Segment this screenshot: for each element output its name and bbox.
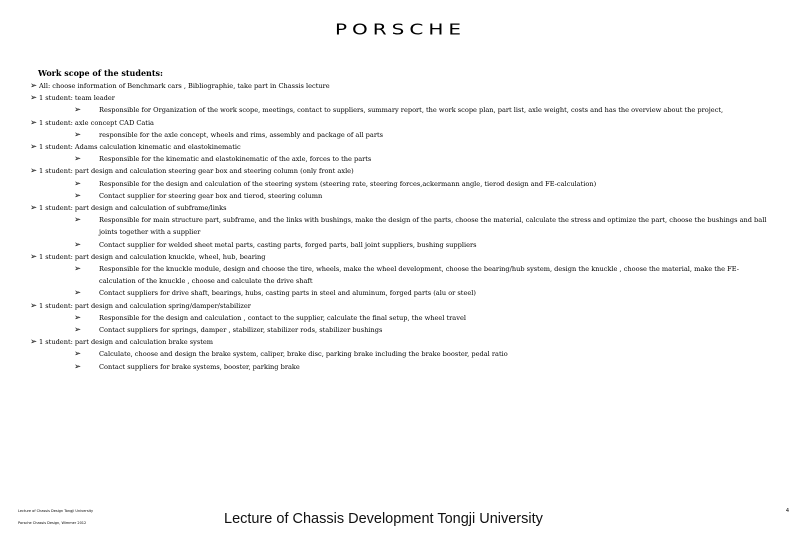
scope-item-text: 1 student: Adams calculation kinematic and elastokinematic: [39, 143, 241, 152]
scope-item-text: 1 student: team leader: [39, 94, 115, 103]
scope-subitem: [30, 104, 770, 116]
scope-subitem: [30, 263, 770, 287]
scope-subitem: [30, 361, 770, 373]
scope-item: [30, 202, 770, 214]
page-number: 4: [785, 508, 789, 514]
scope-item-text: 1 student: part design and calculation steering gear box and steering column (only front axle): [39, 167, 354, 176]
scope-subitem: [30, 287, 770, 299]
arrow-bullet-icon: ➢: [74, 154, 82, 165]
arrow-bullet-icon: ➢: [74, 264, 82, 275]
scope-subitem-text: Contact suppliers for springs, damper , stabilizer, stabilizer rods, stabilizer bushings: [99, 326, 383, 335]
scope-item: [30, 336, 770, 348]
scope-item-text: All: choose information of Benchmark cars , Bibliographie, take part in Chassis lecture: [39, 82, 330, 90]
arrow-bullet-icon: ➢: [30, 117, 38, 128]
scope-subitem: [30, 324, 770, 336]
scope-subitem-text: Contact suppliers for brake systems, booster, parking brake: [99, 362, 300, 371]
scope-subitem: [30, 129, 770, 141]
scope-subitem-text: Responsible for Organization of the work scope, meetings, contact to suppliers, summary report, the work scope plan, part list, axle weight, costs and has the overview about the project,: [99, 106, 724, 115]
scope-subitem-text: responsible for the axle concept, wheels and rims, assembly and package of all parts: [99, 130, 384, 139]
scope-item: [30, 165, 770, 177]
scope-subitem-text: Responsible for the knuckle module, design and choose the tire, wheels, make the wheel development, choose the bearing/hub system, design the knuckle , choose the material, make the FE-calculation of the knuckle , choose and calculate the drive shaft: [99, 265, 739, 286]
scope-subitem-text: Responsible for the design and calculation of the steering system (steering rate, steering forces,ackermann angle, tierod design and FE-calculation): [99, 179, 597, 188]
scope-item-text: 1 student: part design and calculation brake system: [39, 338, 214, 347]
arrow-bullet-icon: ➢: [30, 251, 38, 262]
scope-subitem-text: Contact supplier for welded sheet metal parts, casting parts, forged parts, ball joint suppliers, bushing suppliers: [99, 240, 477, 249]
footer-author-note: Porsche Chassis Design, Wimmer 2012: [18, 521, 87, 525]
scope-subitem-text: Responsible for main structure part, subframe, and the links with bushings, make the design of the parts, choose the material, calculate the stress and optimize the part, choose the bushings and ball joints together with a supplier: [99, 216, 767, 237]
scope-item: [30, 141, 770, 153]
arrow-bullet-icon: ➢: [74, 215, 82, 226]
arrow-bullet-icon: ➢: [74, 178, 82, 189]
scope-subitem-text: Contact suppliers for drive shaft, bearings, hubs, casting parts in steel and aluminum, forged parts (alu or steel): [99, 289, 476, 298]
scope-item-text: 1 student: part design and calculation knuckle, wheel, hub, bearing: [39, 252, 266, 261]
scope-subitem: [30, 239, 770, 251]
arrow-bullet-icon: ➢: [74, 190, 82, 201]
scope-item-text: 1 student: axle concept CAD Catia: [39, 118, 154, 127]
scope-list: [30, 80, 770, 373]
scope-content: [30, 68, 770, 373]
arrow-bullet-icon: ➢: [30, 203, 38, 214]
scope-subitem: [30, 214, 770, 238]
arrow-bullet-icon: ➢: [30, 300, 38, 311]
arrow-bullet-icon: ➢: [74, 325, 82, 336]
scope-subitem: [30, 312, 770, 324]
scope-subitem-text: Responsible for the kinematic and elastokinematic of the axle, forces to the parts: [99, 155, 372, 164]
arrow-bullet-icon: ➢: [74, 239, 82, 250]
scope-subitem: [30, 190, 770, 202]
scope-item: [30, 251, 770, 263]
arrow-bullet-icon: ➢: [30, 142, 38, 153]
scope-item-text: 1 student: part design and calculation of subframe/links: [39, 204, 227, 213]
footer-title: Lecture of Chassis Development Tongji University: [224, 511, 543, 527]
scope-item: [30, 92, 770, 104]
porsche-logo: PORSCHE: [334, 20, 467, 38]
scope-subitem-text: Calculate, choose and design the brake system, caliper, brake disc, parking brake including the brake booster, pedal ratio: [99, 350, 508, 359]
arrow-bullet-icon: ➢: [30, 93, 38, 104]
scope-item-text: 1 student: part design and calculation spring/damper/stabilizer: [39, 301, 251, 310]
scope-item: [30, 300, 770, 312]
arrow-bullet-icon: ➢: [30, 337, 38, 348]
scope-subitem: [30, 178, 770, 190]
scope-subitem-text: Responsible for the design and calculation , contact to the supplier, calculate the final setup, the wheel travel: [99, 313, 466, 322]
scope-item: [30, 80, 770, 92]
scope-subitem-text: Contact supplier for steering gear box and tierod, steering column: [99, 191, 323, 200]
arrow-bullet-icon: ➢: [74, 288, 82, 299]
arrow-bullet-icon: ➢: [74, 129, 82, 140]
arrow-bullet-icon: ➢: [30, 81, 38, 91]
arrow-bullet-icon: ➢: [74, 361, 82, 372]
footer-lecture-note: Lecture of Chassis Design Tongji University: [18, 509, 94, 513]
scope-item: [30, 117, 770, 129]
arrow-bullet-icon: ➢: [74, 349, 82, 360]
arrow-bullet-icon: ➢: [30, 166, 38, 177]
scope-heading: Work scope of the students:: [38, 68, 164, 78]
scope-subitem: [30, 153, 770, 165]
scope-subitem: [30, 348, 770, 360]
arrow-bullet-icon: ➢: [74, 105, 82, 116]
arrow-bullet-icon: ➢: [74, 312, 82, 323]
